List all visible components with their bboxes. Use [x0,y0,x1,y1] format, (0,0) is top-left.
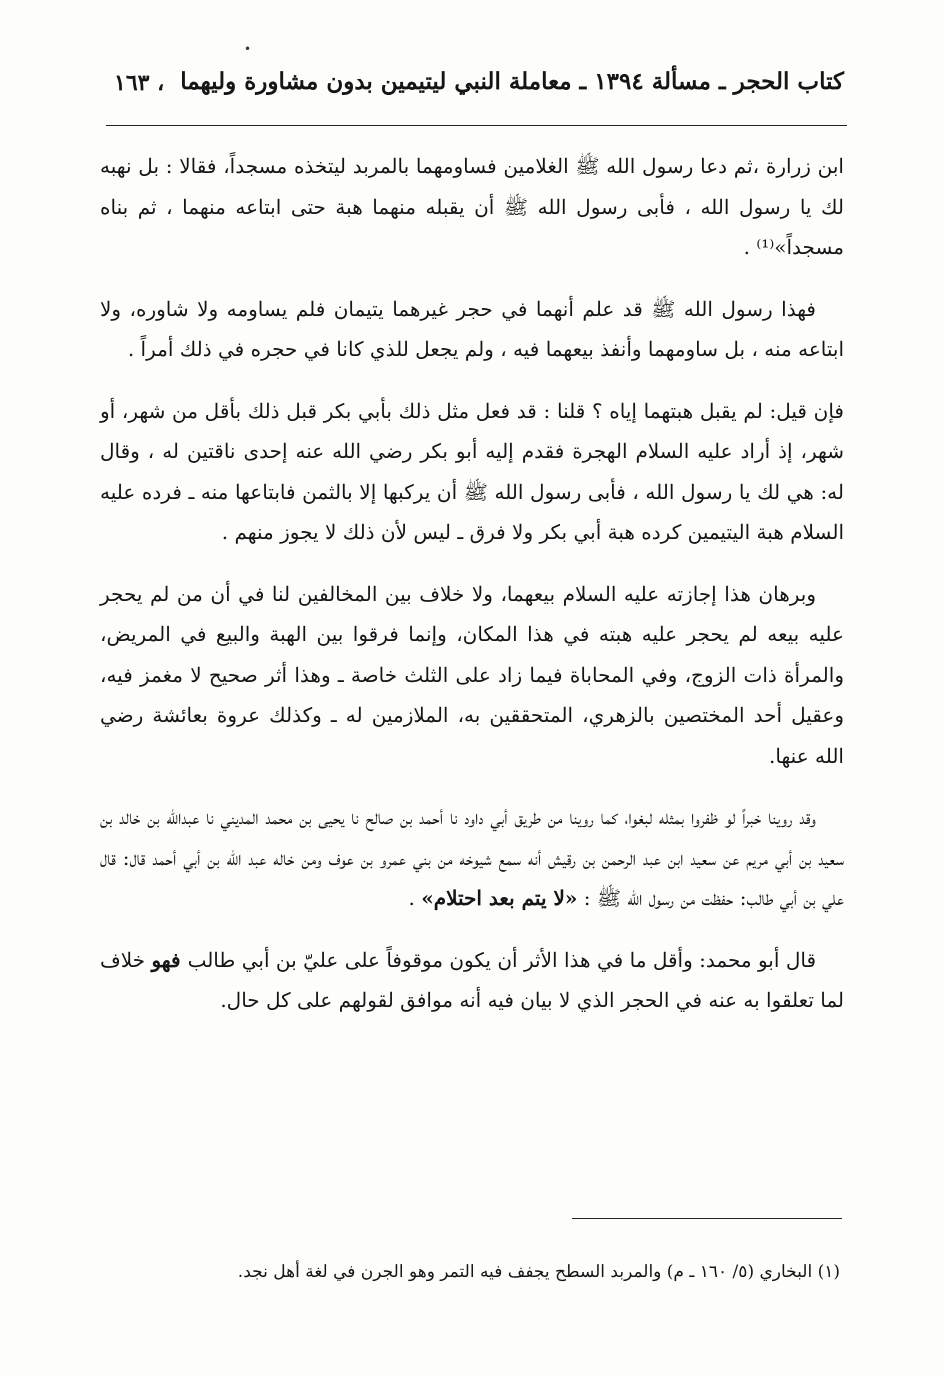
paragraph-6-bold: فهو [151,947,188,972]
paragraph-6-lead: قال أبو محمد: وأقل ما في هذا الأثر أن يكون موقوفاً على عليّ بن أبي طالب [187,947,817,972]
paragraph-6-rest: خلاف لما تعلقوا به عنه في الحجر الذي لا بيان فيه أنه موافق لقولهم على كل حال. [100,947,844,1012]
paragraph-6 [100,940,844,1021]
main-text [100,146,844,1042]
paragraph-4: وبرهان هذا إجازته عليه السلام بيعهما، ولا خلاف بين المخالفين لنا في أن من لم يحجر عليه بيعه لم يحجر عليه هبته في هذا المكان، وإنما فرقوا بين الهبة والبيع في المريض، والمرأة ذات الزوج، وفي المحاباة فيما زاد على الثلث خاصة ـ وهذا أثر صحيح لا مغمز فيه، وعقيل أحد المختصين بالزهري، المتحققين به، الملازمين له ـ وكذلك عروة بعائشة رضي الله عنها. [100,581,844,768]
paragraph-2: فهذا رسول الله ﷺ قد علم أنهما في حجر غيرهما يتيمان فلم يساومه ولا شاوره، ولا ابتاعه منه ، بل ساومهما وأنفذ بيعهما فيه ، ولم يجعل للذي كانا في حجره في ذلك أمراً . [100,296,844,361]
paragraph-5-end: . [408,886,422,910]
paragraph-5-text: وقد روينا خبراً لو ظفروا بمثله لبغوا، كما روينا من طريق أبي داود نا أحمد بن صالح نا يحيى بن محمد المديني نا عبدالله بن خالد بن سعيد بن أبي مريم عن سعيد ابن عبد الرحمن بن رقيش أنه سمع شيوخه من بني عمرو بن عوف ومن خاله عبد الله بن أبي أحمد قال: قال علي بن أبي طالب: حفظت من رسول الله ﷺ : [100,805,844,910]
paragraph-3: فإن قيل: لم يقبل هبتهما إياه ؟ قلنا : قد فعل مثل ذلك بأبي بكر قبل ذلك بأقل من شهر، أو شهر، إذ أراد عليه السلام الهجرة فقدم إليه أبو بكر رضي الله عنه إحدى ناقتين له ، وقال له: هي لك يا رسول الله ، فأبى رسول الله ﷺ أن يركبها إلا بالثمن فابتاعها منه ـ فرده عليه السلام هبة اليتيمين كرده هبة أبي بكر ولا فرق ـ ليس لأن ذلك لا يجوز منهم . [100,398,844,544]
paragraph-5 [100,797,844,919]
running-head: كتاب الحجر ـ مسألة ١٣٩٤ ـ معاملة النبي ليتيمين بدون مشاورة وليهما [180,68,844,95]
footnote-rule [572,1218,842,1219]
footnote: (١) البخاري (٥/ ١٦٠ ـ م) والمربد السطح يجفف فيه التمر وهو الجرن في لغة أهل نجد. [237,1262,840,1282]
hadith-quote: «لا يتم بعد احتلام» [421,886,578,910]
page-number: ، ١٦٣ [114,70,165,96]
page-header [108,68,844,118]
scan-speck: • [244,42,252,56]
paragraph-1: ابن زرارة ،ثم دعا رسول الله ﷺ الغلامين فساومهما بالمربد ليتخذه مسجداً، فقالا : بل نهبه لك يا رسول الله ، فأبى رسول الله ﷺ أن يقبله منهما هبة حتى ابتاعه منهما ، ثم بناه مسجداً»⁽¹⁾ . [100,154,844,259]
header-rule [106,125,847,126]
